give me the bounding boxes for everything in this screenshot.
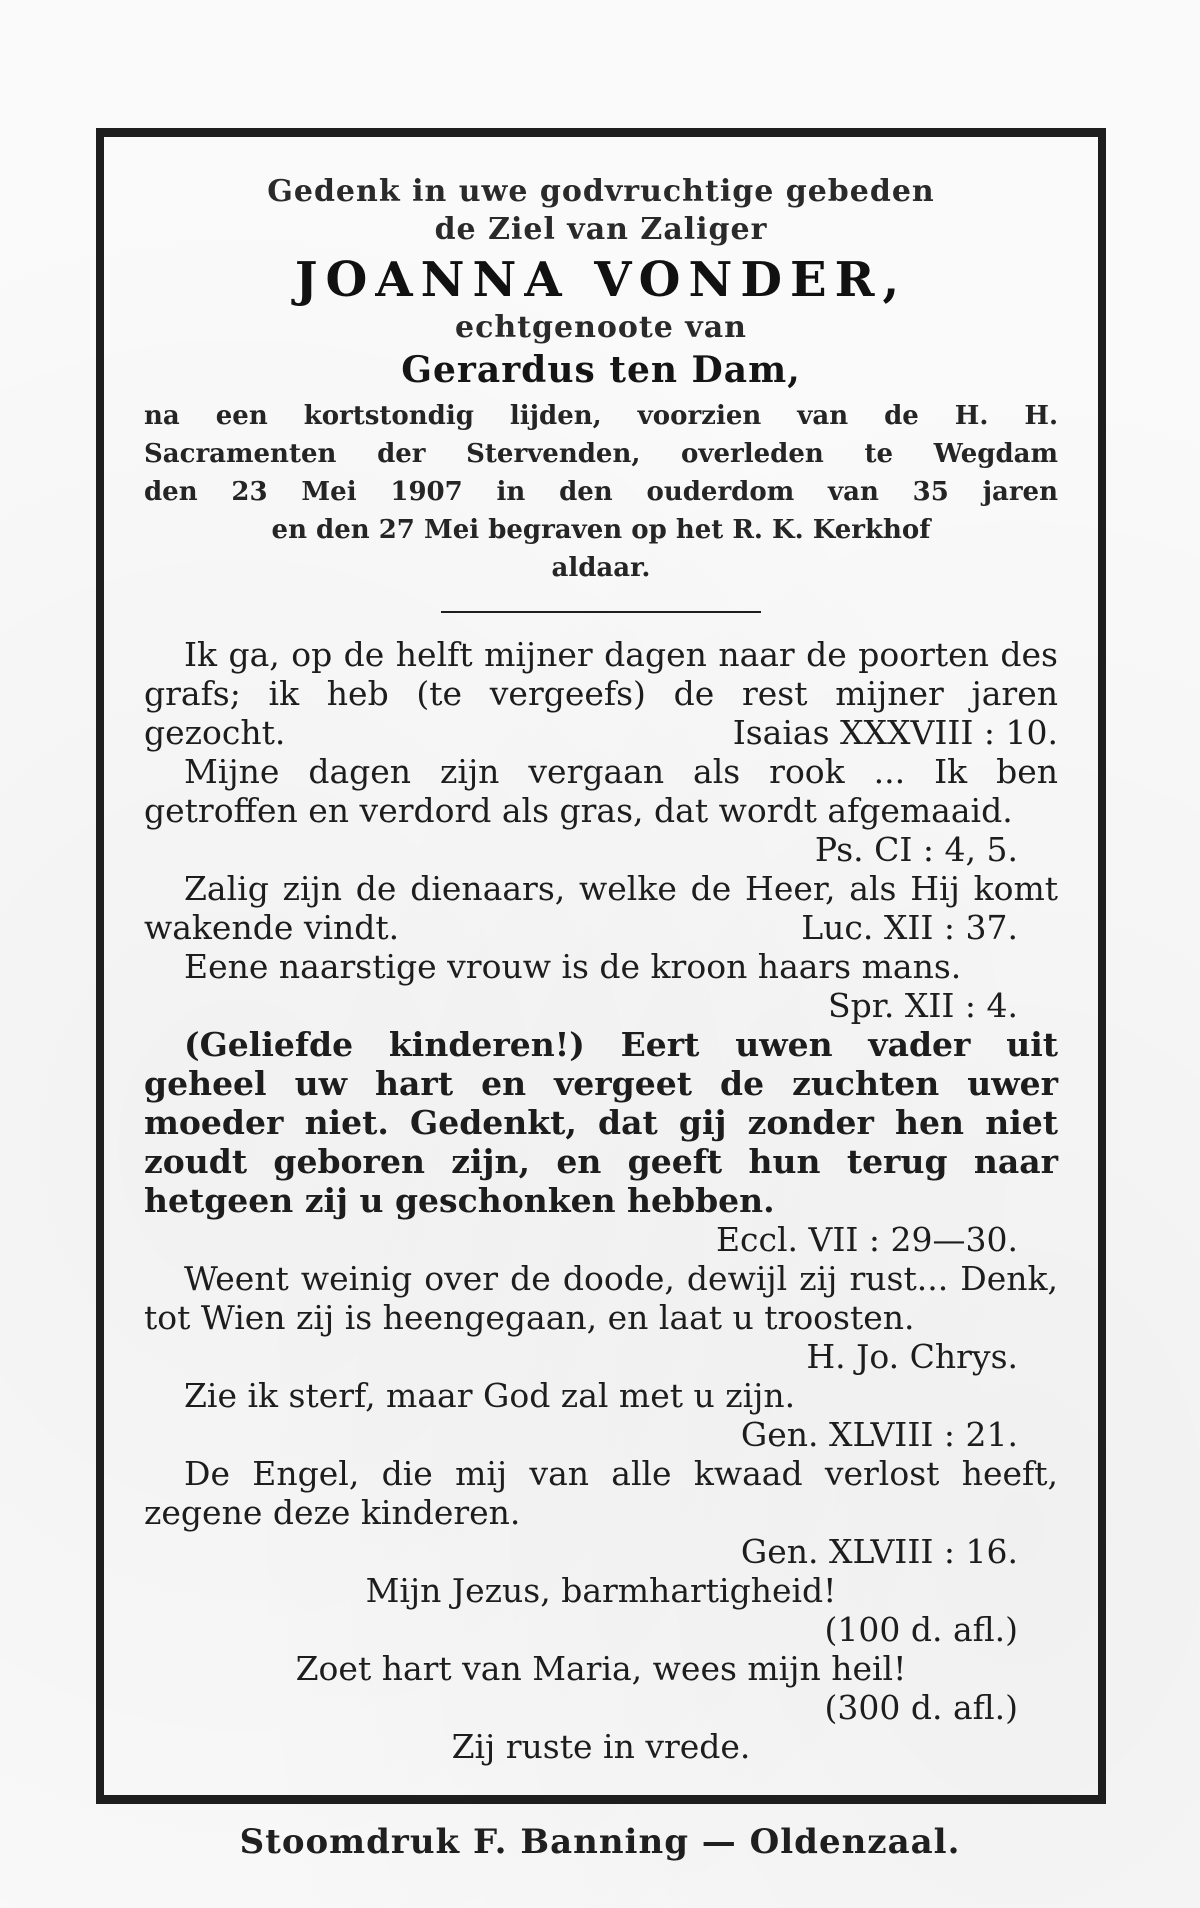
notice-line-4: en den 27 Mei begraven op het R. K. Kerkhof bbox=[271, 515, 931, 545]
notice-line-2: Sacramenten der Stervenden, overleden te Wegdam bbox=[144, 439, 1058, 469]
verse-3 bbox=[144, 869, 1058, 947]
verse-7 bbox=[144, 1376, 1058, 1415]
verse-5 bbox=[144, 1025, 1058, 1220]
scripture-verses bbox=[144, 635, 1058, 1766]
prayer-2-text: Zoet hart van Maria, wees mijn heil! bbox=[295, 1649, 907, 1688]
spouse-intro: echtgenoote van bbox=[455, 310, 747, 345]
verse-reference: H. Jo. Chrys. bbox=[806, 1337, 1018, 1376]
verse-8 bbox=[144, 1454, 1058, 1532]
prayer-1-text: Mijn Jezus, barmhartigheid! bbox=[365, 1571, 837, 1610]
verse-reference: Isaias XXXVIII : 10. bbox=[732, 713, 1058, 752]
verse-reference: Ps. CI : 4, 5. bbox=[814, 830, 1018, 869]
divider-rule bbox=[441, 611, 761, 613]
verse-reference: Eccl. VII : 29—30. bbox=[715, 1220, 1018, 1259]
memorial-card-content bbox=[144, 173, 1058, 1766]
closing-line: Zij ruste in vrede. bbox=[451, 1727, 751, 1766]
verse-text: (Geliefde kinderen!) Eert uwen vader uit geheel uw hart en vergeet de zuchten uwer moeder niet. Gedenkt, dat gij zonder hen niet zoudt geboren zijn, en geeft hun terug naar hetgeen zij u geschonken hebben. bbox=[144, 1025, 1058, 1220]
prayer-1-indulgence: (100 d. afl.) bbox=[824, 1610, 1018, 1649]
verse-text: Zie ik sterf, maar God zal met u zijn. bbox=[184, 1376, 796, 1415]
memorial-card-border bbox=[96, 128, 1106, 1804]
deceased-name: JOANNA VONDER, bbox=[294, 252, 908, 308]
verse-text: De Engel, die mij van alle kwaad verlost heeft, zegene deze kinderen. bbox=[144, 1454, 1058, 1532]
prayer-2-indulgence: (300 d. afl.) bbox=[824, 1688, 1018, 1727]
verse-reference: Gen. XLVIII : 21. bbox=[740, 1415, 1018, 1454]
spouse-name: Gerardus ten Dam, bbox=[401, 349, 801, 391]
verse-text: Zalig zijn de dienaars, welke de Heer, als Hij komt wakende vindt. bbox=[144, 869, 1058, 947]
verse-reference: Spr. XII : 4. bbox=[827, 986, 1018, 1025]
verse-text: Eene naarstige vrouw is de kroon haars mans. bbox=[184, 947, 962, 986]
verse-6 bbox=[144, 1259, 1058, 1376]
notice-line-1: na een kortstondig lijden, voorzien van de H. H. bbox=[144, 401, 1058, 431]
printer-imprint: Stoomdruk F. Banning — Oldenzaal. bbox=[239, 1822, 961, 1862]
verse-text: Mijne dagen zijn vergaan als rook ... Ik ben getroffen en verdord als gras, dat wordt afgemaaid. bbox=[144, 752, 1058, 830]
verse-1 bbox=[144, 635, 1058, 752]
death-notice bbox=[144, 397, 1058, 587]
notice-line-3: den 23 Mei 1907 in den ouderdom van 35 jaren bbox=[144, 477, 1058, 507]
verse-text: Weent weinig over de doode, dewijl zij rust... Denk, tot Wien zij is heengegaan, en laat u troosten. bbox=[144, 1259, 1058, 1337]
verse-reference: Luc. XII : 37. bbox=[801, 908, 1018, 947]
verse-reference: Gen. XLVIII : 16. bbox=[740, 1532, 1018, 1571]
intro-line-2: de Ziel van Zaliger bbox=[434, 212, 768, 247]
notice-line-5: aldaar. bbox=[551, 553, 651, 583]
verse-4 bbox=[144, 947, 1058, 1025]
intro-line-1: Gedenk in uwe godvruchtige gebeden bbox=[267, 174, 935, 209]
verse-text: Ik ga, op de helft mijner dagen naar de poorten des grafs; ik heb (te vergeefs) de rest mijner jaren gezocht. bbox=[144, 635, 1058, 752]
verse-2 bbox=[144, 752, 1058, 869]
